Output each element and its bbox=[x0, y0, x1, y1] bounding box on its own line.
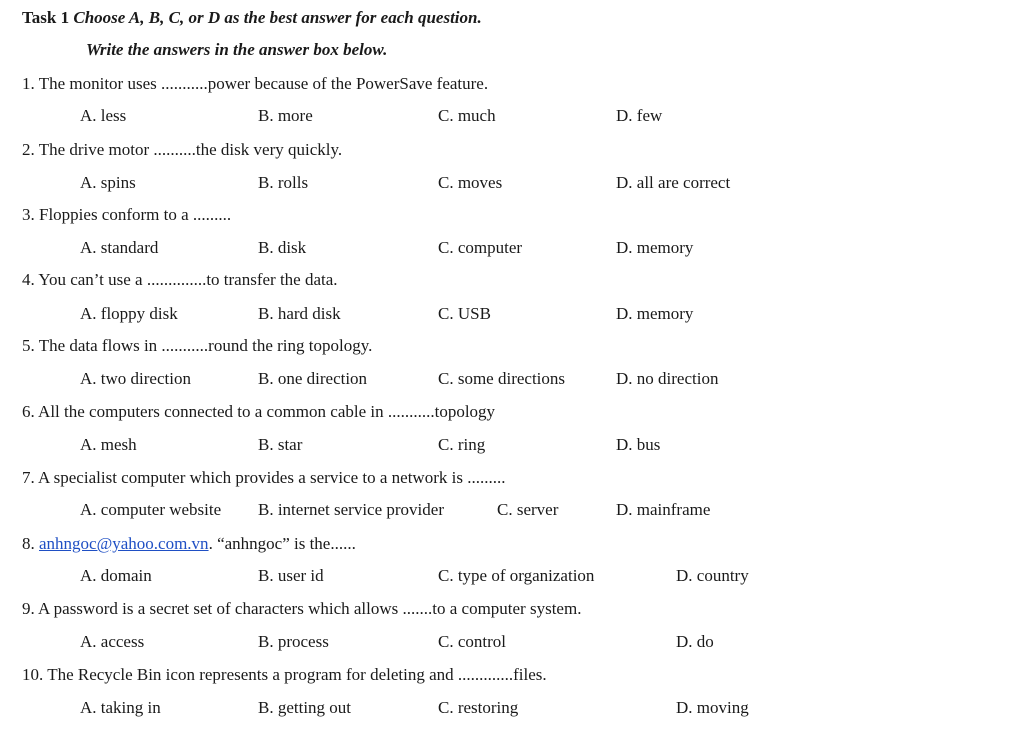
q6-option-b: B. star bbox=[258, 435, 303, 454]
q10-option-b: B. getting out bbox=[258, 698, 352, 717]
q3-option-c: C. computer bbox=[438, 238, 523, 257]
q8-option-c: C. type of organization bbox=[438, 566, 595, 585]
task-title: Choose A, B, C, or D as the best answer for each question. bbox=[73, 8, 482, 27]
question-6: 6. All the computers connected to a common cable in ...........topology bbox=[22, 402, 496, 421]
email-link[interactable]: anhngoc@yahoo.com.vn bbox=[39, 534, 209, 553]
question-8 bbox=[22, 534, 356, 554]
q4-option-d: D. memory bbox=[616, 304, 694, 323]
task-heading bbox=[22, 8, 482, 28]
q5-option-c: C. some directions bbox=[438, 369, 566, 388]
question-1: 1. The monitor uses ...........power because of the PowerSave feature. bbox=[22, 74, 489, 93]
q2-option-c: C. moves bbox=[438, 173, 503, 192]
q4-option-b: B. hard disk bbox=[258, 304, 341, 323]
q1-option-c: C. much bbox=[438, 106, 496, 125]
q6-option-d: D. bus bbox=[616, 435, 661, 454]
question-8-prefix: 8. bbox=[22, 534, 39, 553]
q10-option-a: A. taking in bbox=[80, 698, 161, 717]
q5-option-b: B. one direction bbox=[258, 369, 368, 388]
q9-option-c: C. control bbox=[438, 632, 506, 651]
task-number: Task 1 bbox=[22, 8, 70, 27]
q6-option-a: A. mesh bbox=[80, 435, 137, 454]
q7-option-b: B. internet service provider bbox=[258, 500, 444, 519]
question-3: 3. Floppies conform to a ......... bbox=[22, 205, 232, 224]
q6-option-c: C. ring bbox=[438, 435, 486, 454]
q1-option-a: A. less bbox=[80, 106, 127, 125]
q3-option-d: D. memory bbox=[616, 238, 694, 257]
q7-option-d: D. mainframe bbox=[616, 500, 711, 519]
q3-option-b: B. disk bbox=[258, 238, 307, 257]
q1-option-b: B. more bbox=[258, 106, 313, 125]
q4-option-c: C. USB bbox=[438, 304, 491, 323]
question-10: 10. The Recycle Bin icon represents a program for deleting and .............files. bbox=[22, 665, 547, 684]
q9-option-a: A. access bbox=[80, 632, 145, 651]
q2-option-a: A. spins bbox=[80, 173, 136, 192]
q2-option-d: D. all are correct bbox=[616, 173, 731, 192]
q5-option-d: D. no direction bbox=[616, 369, 719, 388]
q8-option-a: A. domain bbox=[80, 566, 152, 585]
question-2: 2. The drive motor ..........the disk very quickly. bbox=[22, 140, 343, 159]
q10-option-c: C. restoring bbox=[438, 698, 519, 717]
question-7: 7. A specialist computer which provides a service to a network is ......... bbox=[22, 468, 506, 487]
question-9: 9. A password is a secret set of characters which allows .......to a computer system. bbox=[22, 599, 582, 618]
question-8-suffix: . “anhngoc” is the...... bbox=[208, 534, 356, 553]
q5-option-a: A. two direction bbox=[80, 369, 191, 388]
question-5: 5. The data flows in ...........round the ring topology. bbox=[22, 336, 373, 355]
q10-option-d: D. moving bbox=[676, 698, 749, 717]
q9-option-b: B. process bbox=[258, 632, 329, 651]
q7-option-a: A. computer website bbox=[80, 500, 222, 519]
q9-option-d: D. do bbox=[676, 632, 714, 651]
q7-option-c: C. server bbox=[497, 500, 559, 519]
q2-option-b: B. rolls bbox=[258, 173, 309, 192]
question-4: 4. You can’t use a ..............to transfer the data. bbox=[22, 270, 338, 289]
q8-option-b: B. user id bbox=[258, 566, 324, 585]
q4-option-a: A. floppy disk bbox=[80, 304, 178, 323]
q8-option-d: D. country bbox=[676, 566, 749, 585]
q1-option-d: D. few bbox=[616, 106, 663, 125]
task-subtitle: Write the answers in the answer box below. bbox=[86, 40, 388, 59]
q3-option-a: A. standard bbox=[80, 238, 159, 257]
